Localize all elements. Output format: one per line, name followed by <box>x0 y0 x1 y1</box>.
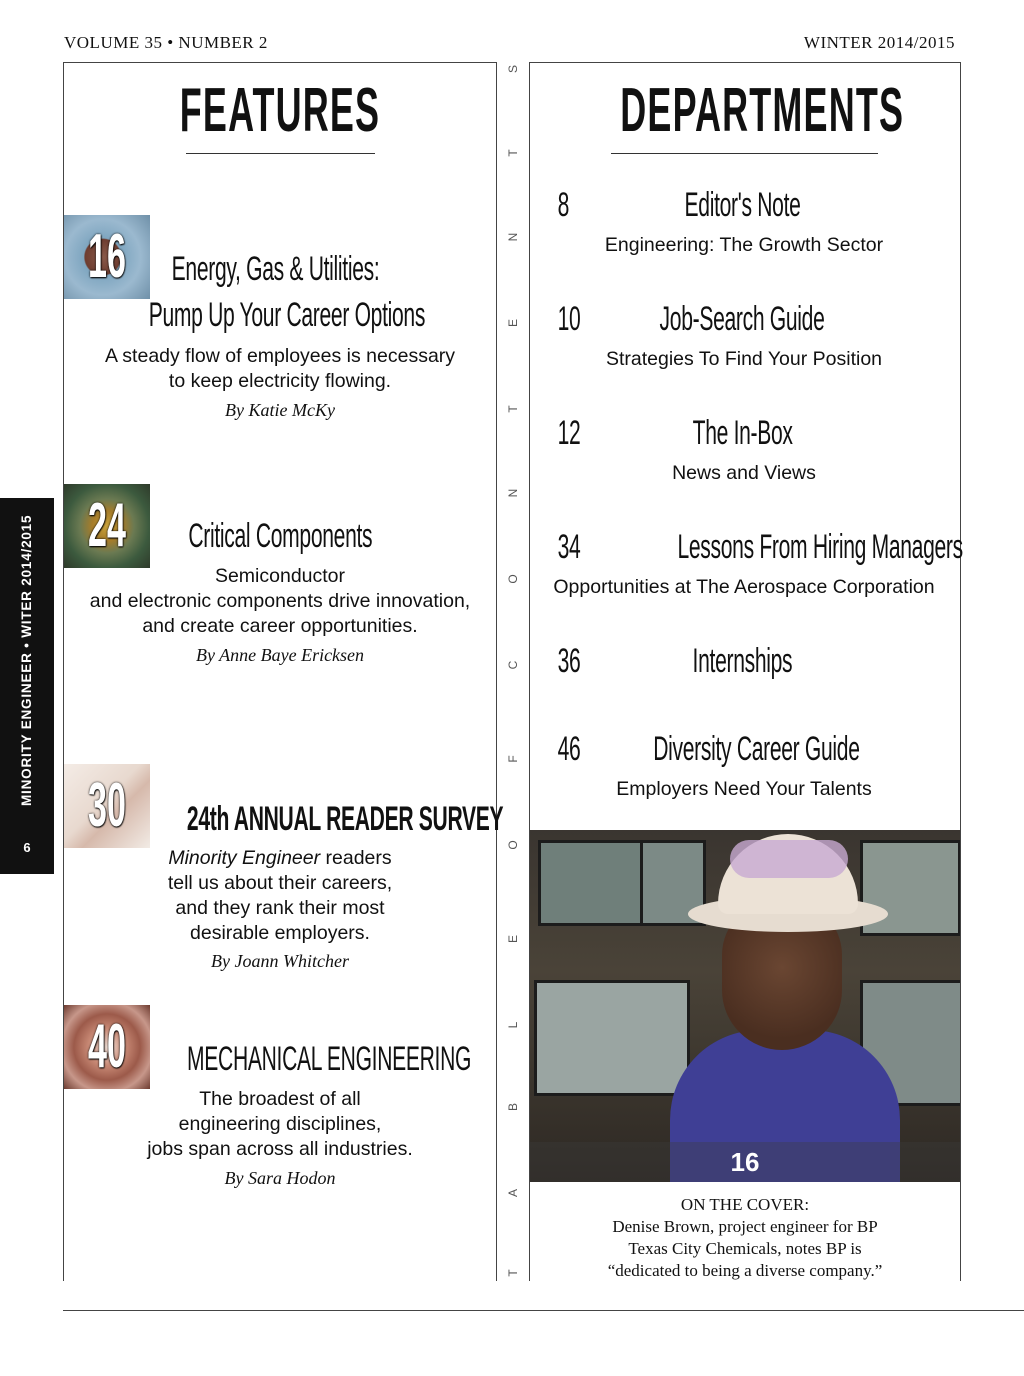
monitor-shape <box>534 980 690 1096</box>
spine-letter: N <box>506 232 520 242</box>
description-line: and electronic components drive innovation, <box>89 590 471 612</box>
department-title[interactable]: Editor's Note <box>684 186 801 224</box>
department-subtitle: Engineering: The Growth Sector <box>604 234 884 256</box>
spine-letter: E <box>506 319 520 328</box>
feature-subtitle[interactable]: Pump Up Your Career Options <box>148 296 426 334</box>
spine-letter: S <box>506 65 520 74</box>
cover-caption-line: Denise Brown, project engineer for BP <box>612 1217 878 1236</box>
cover-photo[interactable] <box>530 830 960 1182</box>
features-rule <box>186 153 375 154</box>
department-title-wrap <box>590 414 895 453</box>
department-title-wrap <box>590 186 895 225</box>
spine-letter: A <box>506 1189 520 1198</box>
department-subtitle: Opportunities at The Aerospace Corporation <box>553 576 935 598</box>
spine-letter: T <box>506 149 520 157</box>
description-line: tell us about their careers, <box>167 872 393 894</box>
feature-byline: By Joann Whitcher <box>211 951 349 971</box>
feature-title-wrap <box>100 1040 472 1079</box>
feature-description <box>64 344 496 394</box>
department-title-wrap <box>590 730 895 769</box>
department-num-text: 46 <box>557 730 581 768</box>
feature-title[interactable]: MECHANICAL ENGINEERING <box>187 1040 472 1078</box>
spine-letter: N <box>506 488 520 498</box>
spine-table-of-contents <box>498 62 528 1280</box>
feature-byline: By Anne Baye Ericksen <box>195 645 365 665</box>
feature-page-number: 40 <box>88 1012 126 1081</box>
spine-letter: T <box>506 1269 520 1277</box>
description-line: jobs span across all industries. <box>147 1138 413 1160</box>
department-page-number <box>550 528 590 567</box>
spine-letter: O <box>506 840 520 850</box>
monitor-shape <box>538 840 644 926</box>
feature-title-wrap <box>90 800 504 839</box>
spine-letter: C <box>506 660 520 670</box>
department-num-text: 10 <box>557 300 581 338</box>
features-heading-wrap <box>64 66 496 156</box>
sidebar-title: MINORITY ENGINEER • WITER 2014/2015 <box>19 514 34 806</box>
feature-byline: By Sara Hodon <box>224 1168 336 1188</box>
sidebar-tab <box>0 498 54 874</box>
feature-page-number: 30 <box>88 771 126 840</box>
spine-letter: E <box>506 935 520 944</box>
description-line: desirable employers. <box>190 922 370 944</box>
description-line <box>64 846 496 871</box>
spine-letter: T <box>506 405 520 413</box>
spine-letter: F <box>506 755 520 763</box>
department-subtitle: Strategies To Find Your Position <box>605 348 883 370</box>
spine-letter: B <box>506 1103 520 1112</box>
spine-letter: L <box>506 1021 520 1029</box>
feature-page-number: 16 <box>88 222 126 291</box>
feature-title-wrap <box>100 517 460 556</box>
volume-number: VOLUME 35 • NUMBER 2 <box>64 33 268 52</box>
feature-description <box>64 1087 496 1162</box>
page-number: 6 <box>23 840 31 855</box>
department-page-number <box>550 642 590 681</box>
department-subtitle: News and Views <box>672 462 816 484</box>
bottom-rule <box>63 1310 1024 1311</box>
cover-caption-line: Texas City Chemicals, notes BP is <box>628 1239 862 1258</box>
department-page-number <box>550 414 590 453</box>
description-line: A steady flow of employees is necessary <box>104 345 456 367</box>
description-fragment: readers <box>320 847 392 869</box>
cover-caption <box>530 1194 960 1282</box>
department-title-wrap <box>590 642 895 681</box>
departments-heading: DEPARTMENTS <box>620 76 905 145</box>
feature-title[interactable]: Critical Components <box>188 517 372 555</box>
description-line: and create career opportunities. <box>142 615 418 637</box>
description-line: engineering disciplines, <box>178 1113 382 1135</box>
department-title[interactable]: Job-Search Guide <box>660 300 825 338</box>
magazine-name: Minority Engineer <box>168 847 321 869</box>
department-title-wrap <box>590 528 963 567</box>
description-line: and they rank their most <box>175 897 385 919</box>
department-title[interactable]: Diversity Career Guide <box>653 730 860 768</box>
department-num-text: 12 <box>557 414 581 452</box>
cover-caption-title: ON THE COVER: <box>680 1195 810 1214</box>
feature-subtitle-wrap <box>64 296 496 336</box>
issue-season: WINTER 2014/2015 <box>803 33 955 52</box>
department-page-number <box>550 186 590 225</box>
description-line: The broadest of all <box>199 1088 361 1110</box>
feature-title-wrap <box>96 250 456 290</box>
feature-title[interactable]: 24th ANNUAL READER SURVEY <box>186 800 504 838</box>
department-title[interactable]: Lessons From Hiring Managers <box>677 528 963 566</box>
feature-description <box>64 564 496 639</box>
feature-description <box>64 846 496 946</box>
goggles-shape <box>730 840 848 878</box>
department-page-number <box>550 300 590 339</box>
department-num-text: 36 <box>557 642 581 680</box>
cover-caption-line: “dedicated to being a diverse company.” <box>607 1261 883 1280</box>
features-heading: FEATURES <box>179 76 381 145</box>
department-num-text: 34 <box>557 528 581 566</box>
feature-page-number: 24 <box>88 491 126 560</box>
departments-rule <box>611 153 878 154</box>
feature-title[interactable]: Energy, Gas & Utilities: <box>172 250 380 288</box>
department-title[interactable]: The In-Box <box>692 414 793 452</box>
department-num-text: 8 <box>557 186 570 224</box>
department-page-number <box>550 730 590 769</box>
description-line: Semiconductor <box>214 565 346 587</box>
feature-byline: By Katie McKy <box>225 400 335 420</box>
description-line: to keep electricity flowing. <box>168 370 392 392</box>
cover-page-badge: 16 <box>730 1147 760 1177</box>
departments-heading-wrap <box>530 66 960 156</box>
spine-letter: O <box>506 574 520 584</box>
department-title-wrap <box>590 300 895 339</box>
department-subtitle: Employers Need Your Talents <box>616 778 872 800</box>
department-title[interactable]: Internships <box>692 642 793 680</box>
